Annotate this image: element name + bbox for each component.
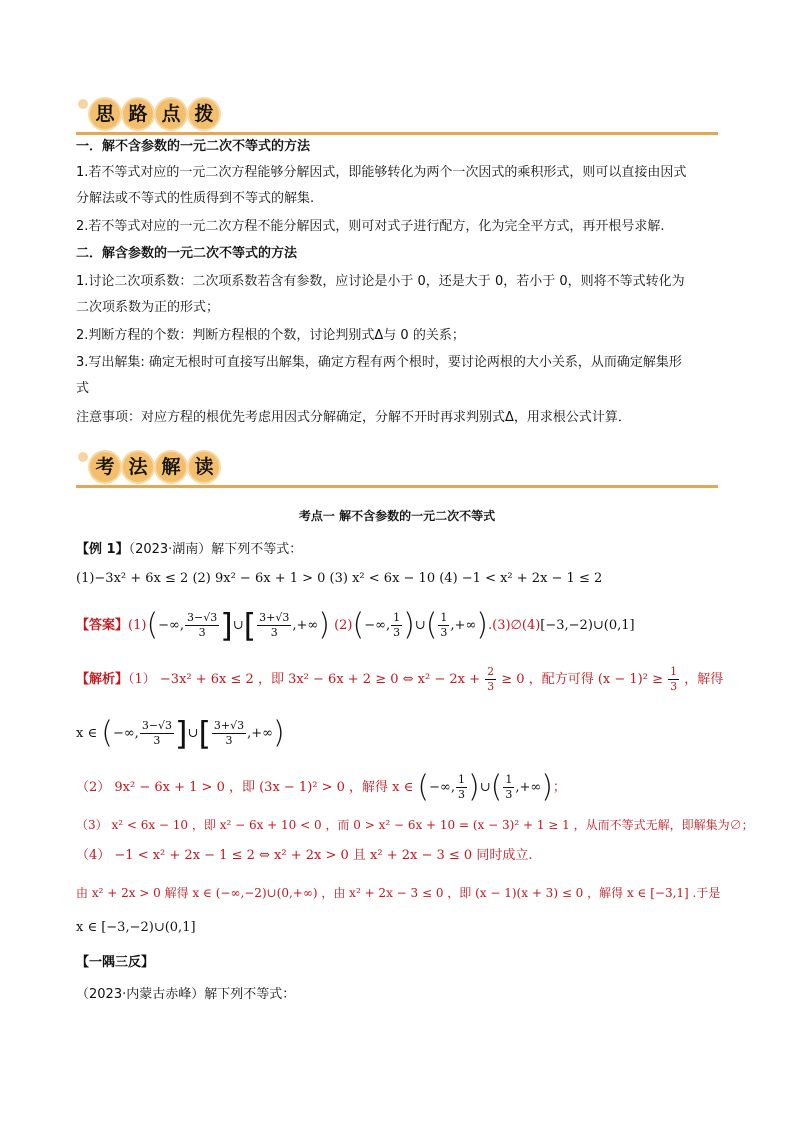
frac-num: 3+√3 — [259, 611, 290, 624]
frac-num: 2 — [487, 665, 495, 678]
analysis-text: （2） 9x² − 6x + 1 > 0 ，即 (3x − 1)² > 0 ，解得 x ∈ — [76, 780, 418, 795]
paren: ( — [425, 607, 438, 643]
example-header — [76, 537, 726, 563]
frac-den: 3 — [393, 626, 401, 639]
topic-title: 考点一 解不含参数的一元二次不等式 — [298, 509, 496, 523]
frac-num: 1 — [457, 773, 465, 786]
bracket: ] — [220, 606, 233, 645]
paragraph: 式 — [76, 381, 90, 396]
answer-part-1: (1) — [128, 618, 147, 633]
analysis-text: −∞, — [429, 780, 455, 795]
analysis-text: ,+∞ — [515, 780, 542, 795]
answer-part-4: [−3,−2)∪(0,1] — [540, 618, 635, 633]
analysis-fraction — [456, 773, 467, 802]
paren: ) — [476, 607, 488, 643]
practice-label: 【一隅三反】 — [76, 955, 155, 970]
analysis-text: ,+∞ — [247, 726, 274, 741]
analysis-label: 【解析】 — [76, 672, 129, 687]
analysis-fraction — [212, 719, 246, 748]
analysis-line-6: x ∈ [−3,−2)∪(0,1] — [76, 920, 196, 935]
frac-den: 3 — [225, 734, 233, 747]
answer-text: −∞, — [158, 618, 185, 633]
answer-text: ,+∞ — [450, 618, 477, 633]
analysis-text: x ∈ — [76, 726, 102, 741]
answer-fraction — [391, 611, 402, 640]
paren: ) — [541, 769, 553, 805]
analysis-line-1 — [76, 662, 726, 698]
paragraph: 1.若不等式对应的一元二次方程能够分解因式，即能够转化为两个一次因式的乘积形式，则可以直接由因式 — [76, 165, 687, 180]
answer-text: ,+∞ — [292, 618, 319, 633]
paren: ( — [146, 607, 159, 643]
frac-num: 1 — [393, 611, 401, 624]
analysis-text: ≥ 0 ，配方可得 (x − 1)² ≥ — [497, 672, 668, 687]
analysis-line-4: （4） −1 < x² + 2x − 1 ≤ 2 ⇔ x² + 2x > 0 且 x² + 2x − 3 ≤ 0 同时成立. — [76, 848, 533, 863]
analysis-line-5: 由 x² + 2x > 0 解得 x ∈ (−∞,−2)∪(0,+∞) ，由 x² + 2x − 3 ≤ 0 ，即 (x − 1)(x + 3) ≤ 0 ，解得 x ∈ [−3,1] .于是 — [76, 886, 721, 900]
example-label: 【例 1】 — [76, 542, 129, 557]
answer-fraction — [438, 611, 449, 640]
banner-char: 法 — [123, 452, 153, 482]
answer-fraction — [257, 611, 291, 640]
answer-part-3: .(3)∅(4) — [488, 618, 541, 633]
answer-label: 【答案】 — [76, 618, 129, 633]
analysis-text: ，解得 — [680, 672, 724, 687]
example-source: （2023·湖南）解下列不等式： — [128, 542, 303, 557]
paragraph: 3.写出解集: 确定无根时可直接写出解集，确定方程有两个根时，要讨论两根的大小关系，从而确定解集形 — [76, 355, 682, 370]
banner-decoration — [78, 99, 88, 109]
paren: ( — [490, 769, 503, 805]
frac-den: 3 — [505, 788, 513, 801]
banner-title — [90, 452, 219, 482]
paragraph: 2.判断方程的个数：判断方程根的个数，讨论判别式Δ与 0 的关系； — [76, 328, 465, 343]
union-symbol: ∪ — [479, 780, 491, 795]
banner-char: 考 — [90, 452, 120, 482]
heading-2: 二．解含参数的一元二次不等式的方法 — [76, 246, 298, 261]
frac-den: 3 — [457, 788, 465, 801]
bracket: ] — [175, 714, 188, 753]
union-symbol: ∪ — [414, 618, 426, 633]
banner-char: 拨 — [189, 99, 219, 129]
analysis-fraction — [485, 665, 496, 694]
frac-den: 3 — [270, 626, 278, 639]
practice-source: （2023·内蒙古赤峰）解下列不等式： — [76, 987, 296, 1002]
analysis-fraction — [140, 719, 174, 748]
paren: ) — [403, 607, 415, 643]
banner-char: 点 — [156, 99, 186, 129]
banner-char: 路 — [123, 99, 153, 129]
answer-line — [76, 608, 726, 644]
answer-fraction — [185, 611, 219, 640]
frac-den: 3 — [440, 626, 448, 639]
banner-decoration — [78, 452, 88, 462]
problem-list: (1)−3x² + 6x ≤ 2 (2) 9x² − 6x + 1 > 0 (3) x² < 6x − 10 (4) −1 < x² + 2x − 1 ≤ 2 — [76, 571, 603, 586]
paragraph: 注意事项：对应方程的根优先考虑用因式分解确定，分解不开时再求判别式Δ，用求根公式计算． — [76, 410, 631, 425]
paren: ( — [352, 607, 365, 643]
analysis-line-2 — [76, 770, 726, 806]
analysis-line-1-solution — [76, 716, 726, 752]
analysis-text: （1） −3x² + 6x ≤ 2 ，即 3x² − 6x + 2 ≥ 0 ⇔ x² − 2x + — [128, 672, 485, 687]
frac-den: 3 — [153, 734, 161, 747]
analysis-line-3: （3） x² < 6x − 10 ，即 x² − 6x + 10 < 0 ，而 0 > x² − 6x + 10 = (x − 3)² + 1 ≥ 1 ，从而不等式无解，即解集为∅； — [76, 818, 754, 832]
frac-den: 3 — [670, 680, 678, 693]
frac-den: 3 — [198, 626, 206, 639]
paragraph: 二次项系数为正的形式； — [76, 300, 220, 315]
section-banner-methods — [76, 452, 718, 492]
union-symbol: ∪ — [187, 726, 199, 741]
frac-num: 3−√3 — [141, 719, 173, 732]
analysis-fraction — [668, 665, 679, 694]
analysis-text: ； — [552, 780, 566, 795]
frac-den: 3 — [487, 680, 495, 693]
paren: ) — [273, 715, 285, 751]
frac-num: 1 — [670, 665, 678, 678]
analysis-fraction — [503, 773, 514, 802]
union-symbol: ∪ — [232, 618, 244, 633]
banner-char: 解 — [156, 452, 186, 482]
paragraph: 1.讨论二次项系数：二次项系数若含有参数，应讨论是小于 0，还是大于 0，若小于 0，则将不等式转化为 — [76, 274, 685, 289]
frac-num: 1 — [505, 773, 513, 786]
banner-rule — [76, 485, 718, 488]
banner-char: 思 — [90, 99, 120, 129]
section-banner-thinking — [76, 99, 718, 139]
paren: ) — [318, 607, 330, 643]
paragraph: 2.若不等式对应的一元二次方程不能分解因式，则可对式子进行配方，化为完全平方式，再开根号求解. — [76, 219, 665, 234]
paren: ( — [101, 715, 113, 751]
paragraph: 分解法或不等式的性质得到不等式的解集. — [76, 191, 315, 206]
paren: ) — [467, 769, 480, 805]
banner-title — [90, 99, 219, 129]
analysis-text: −∞, — [112, 726, 139, 741]
bracket: [ — [198, 714, 211, 753]
answer-text: −∞, — [364, 618, 391, 633]
banner-char: 读 — [189, 452, 219, 482]
frac-num: 3−√3 — [187, 611, 218, 624]
frac-num: 3+√3 — [213, 719, 245, 732]
frac-num: 1 — [440, 611, 448, 624]
bracket: [ — [243, 606, 257, 645]
answer-part-2: (2) — [334, 618, 353, 633]
heading-1: 一．解不含参数的一元二次不等式的方法 — [76, 139, 311, 154]
paren: ( — [417, 769, 430, 805]
